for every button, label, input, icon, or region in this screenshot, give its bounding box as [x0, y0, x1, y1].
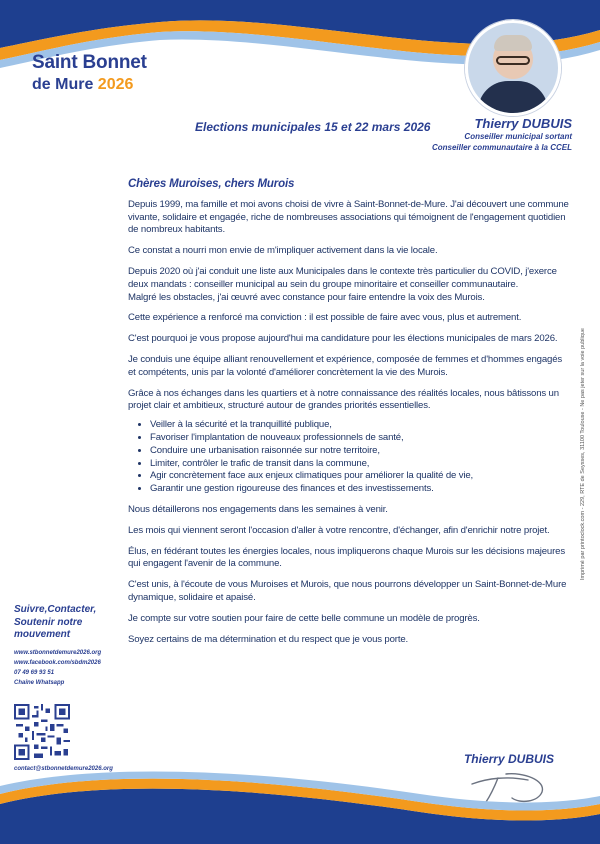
- print-notice: [580, 160, 590, 580]
- paragraph-11: C'est unis, à l'écoute de vous Muroises et Murois, que nous pourrons développer un Saint-Bonnet-de-Mure dynamique, solidaire et apaisé.: [128, 579, 567, 603]
- paragraph-5: C'est pourquoi je vous propose aujourd'hui ma candidature pour les élections municipales de mars 2026.: [128, 333, 558, 345]
- paragraph-4: Cette expérience a renforcé ma conviction : il est possible de faire avec vous, plus et autrement.: [128, 312, 522, 324]
- bottom-wave-decoration: [0, 764, 600, 844]
- priority-item: • Limiter, contrôler le trafic de transit dans la commune,: [150, 458, 570, 471]
- paragraph-1: Depuis 1999, ma famille et moi avons choisi de vivre à Saint-Bonnet-de-Mure. J'ai découvert une commune vivante, solidaire et engagée, riche de nombreuses associations qui témoignent de l'engagement quotidien de nombreux habitants.: [128, 198, 569, 236]
- paragraph-12: Je compte sur votre soutien pour faire de cette belle commune un modèle de progrès.: [128, 612, 480, 624]
- print-notice-text: Imprimé par printoclock.com - 229, RTE de Seysses, 31100 Toulouse - Ne pas jeter sur la voie publique: [580, 328, 586, 580]
- priority-item: • Garantir une gestion rigoureuse des finances et des investissements.: [150, 483, 570, 496]
- paragraph-10: Élus, en fédérant toutes les énergies locales, nous impliquerons chaque Murois sur les décisions majeures qui engagent l'avenir de la commune.: [128, 545, 565, 570]
- paragraph-13: Soyez certains de ma détermination et du respect que je vous porte.: [128, 633, 409, 645]
- contact-email[interactable]: contact@stbonnetdemure2026.org: [14, 766, 113, 772]
- letter-greeting: Chères Muroises, chers Murois: [128, 178, 295, 190]
- paragraph-3: [128, 266, 570, 304]
- candidate-role-1: Conseiller municipal sortant: [464, 132, 572, 141]
- logo-line2-text: de Mure: [32, 76, 98, 93]
- qr-code-icon: [14, 704, 70, 760]
- photo-glasses: [496, 56, 530, 65]
- paragraph-3-a: Depuis 2020 où j'ai conduit une liste aux Municipales dans le contexte très particulier du COVID, j'exerce deux mandats : conseiller municipal au sein du groupe minoritaire et conseiller communautaire.: [128, 265, 557, 290]
- priority-item: • Agir concrètement face aux enjeux climatiques pour améliorer la qualité de vie,: [150, 470, 570, 483]
- candidate-role-2: Conseiller communautaire à la CCEL: [431, 143, 572, 152]
- priority-item: • Conduire une urbanisation raisonnée sur notre territoire,: [150, 445, 570, 458]
- paragraph-2: Ce constat a nourri mon envie de m'impliquer activement dans la vie locale.: [128, 245, 438, 257]
- priority-item: • Favoriser l'implantation de nouveaux professionnels de santé,: [150, 432, 570, 445]
- photo-jacket: [478, 81, 548, 116]
- whatsapp-label: Chaîne Whatsapp: [14, 679, 65, 686]
- paragraph-3-b: Malgré les obstacles, j'ai œuvré avec constance pour faire entendre la voix des Murois.: [128, 291, 485, 303]
- logo-year: 2026: [97, 76, 134, 93]
- paragraph-9: Les mois qui viennent seront l'occasion d'aller à votre rencontre, d'échanger, afin d'enrichir notre projet.: [128, 524, 550, 536]
- paragraph-7: Grâce à nos échanges dans les quartiers et à notre connaissance des réalités locales, nous bâtissons un projet clair et ambitieux, structuré autour de grandes priorités essentielles.: [128, 387, 559, 412]
- website-link[interactable]: www.stbonnetdemure2026.org: [14, 649, 102, 656]
- priorities-list: [128, 419, 570, 496]
- phone-number: 07 49 69 93 51: [14, 669, 55, 676]
- candidate-photo: [465, 20, 561, 116]
- logo-line2: [32, 76, 133, 94]
- campaign-logo: [18, 30, 168, 110]
- paragraph-8: Nous détaillerons nos engagements dans les semaines à venir.: [128, 503, 388, 515]
- logo-line1: Saint Bonnet: [32, 52, 147, 73]
- facebook-link[interactable]: www.facebook.com/sbdm2026: [14, 659, 101, 666]
- sidebar-title: Suivre,Contacter, Soutenir notre mouvement: [14, 604, 97, 640]
- signature-name: Thierry DUBUIS: [463, 752, 554, 766]
- election-title: Elections municipales 15 et 22 mars 2026: [195, 120, 431, 134]
- priority-item: • Veiller à la sécurité et la tranquillité publique,: [150, 419, 570, 432]
- letter-body: [128, 178, 570, 654]
- candidate-block: [432, 116, 572, 153]
- candidate-name: Thierry DUBUIS: [474, 116, 572, 131]
- photo-hair: [494, 35, 532, 51]
- paragraph-6: Je conduis une équipe alliant renouvellement et expérience, composée de femmes et d'hommes engagés et compétents, unis par la volonté d'améliorer concrètement la vie des Murois.: [128, 353, 563, 378]
- contact-sidebar: [14, 604, 122, 686]
